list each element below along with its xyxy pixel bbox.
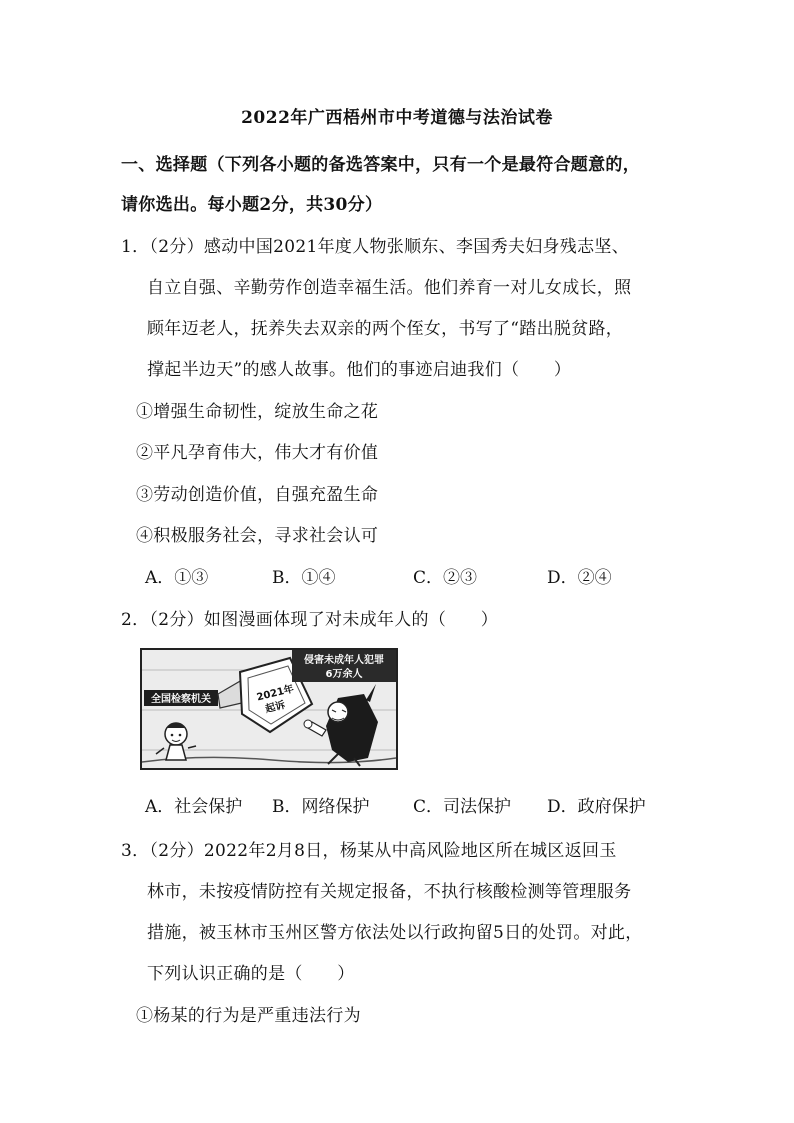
question-1-statement-1: ①增强生命韧性，绽放生命之花 bbox=[136, 402, 379, 422]
question-2-option-c[interactable]: C．司法保护 bbox=[413, 797, 512, 817]
question-3-line-1: 3．（2分）2022年2月8日，杨某从中高风险地区所在城区返回玉 bbox=[121, 841, 617, 861]
question-1-line-2: 自立自强、辛勤劳作创造幸福生活。他们养育一对儿女成长，照 bbox=[147, 278, 632, 298]
exam-title: 2022年广西梧州市中考道德与法治试卷 bbox=[241, 108, 553, 128]
question-1-option-c[interactable]: C．②③ bbox=[413, 568, 478, 588]
cartoon-right-label-1: 侵害未成年人犯罪 bbox=[304, 655, 384, 666]
question-1-statement-2: ②平凡孕育伟大，伟大才有价值 bbox=[136, 443, 379, 463]
question-3-line-2: 林市，未按疫情防控有关规定报备，不执行核酸检测等管理服务 bbox=[147, 882, 632, 902]
question-1-line-1: 1．（2分）感动中国2021年度人物张顺东、李国秀夫妇身残志坚、 bbox=[121, 237, 629, 257]
question-2-option-a[interactable]: A．社会保护 bbox=[145, 797, 243, 817]
question-1-option-d[interactable]: D．②④ bbox=[547, 568, 612, 588]
question-2-option-b[interactable]: B．网络保护 bbox=[272, 797, 370, 817]
question-1-line-4: 撑起半边天”的感人故事。他们的事迹启迪我们（ ） bbox=[147, 360, 572, 380]
question-3-statement-1: ①杨某的行为是严重违法行为 bbox=[136, 1006, 361, 1026]
question-2-line-1: 2．（2分）如图漫画体现了对未成年人的（ ） bbox=[121, 610, 499, 630]
cartoon-shield-text-2: 起诉 bbox=[264, 699, 287, 716]
cartoon-right-label-2: 6万余人 bbox=[325, 669, 363, 680]
question-3-line-4: 下列认识正确的是（ ） bbox=[147, 964, 355, 984]
cartoon-image bbox=[140, 648, 398, 770]
question-1-option-b[interactable]: B．①④ bbox=[272, 568, 336, 588]
question-3-line-3: 措施，被玉林市玉州区警方依法处以行政拘留5日的处罚。对此， bbox=[147, 923, 643, 943]
cartoon-shield-text-1: 2021年 bbox=[255, 683, 296, 704]
question-2-option-d[interactable]: D．政府保护 bbox=[547, 797, 646, 817]
section-heading-line-2: 请你选出。每小题2分，共30分） bbox=[121, 195, 383, 215]
question-1-statement-4: ④积极服务社会，寻求社会认可 bbox=[136, 526, 379, 546]
question-1-statement-3: ③劳动创造价值，自强充盈生命 bbox=[136, 485, 379, 505]
question-1-option-a[interactable]: A．①③ bbox=[145, 568, 209, 588]
cartoon-left-label: 全国检察机关 bbox=[151, 694, 211, 705]
question-1-line-3: 顾年迈老人，抚养失去双亲的两个侄女，书写了“踏出脱贫路， bbox=[147, 319, 624, 339]
section-heading-line-1: 一、选择题（下列各小题的备选答案中，只有一个是最符合题意的， bbox=[121, 155, 640, 175]
